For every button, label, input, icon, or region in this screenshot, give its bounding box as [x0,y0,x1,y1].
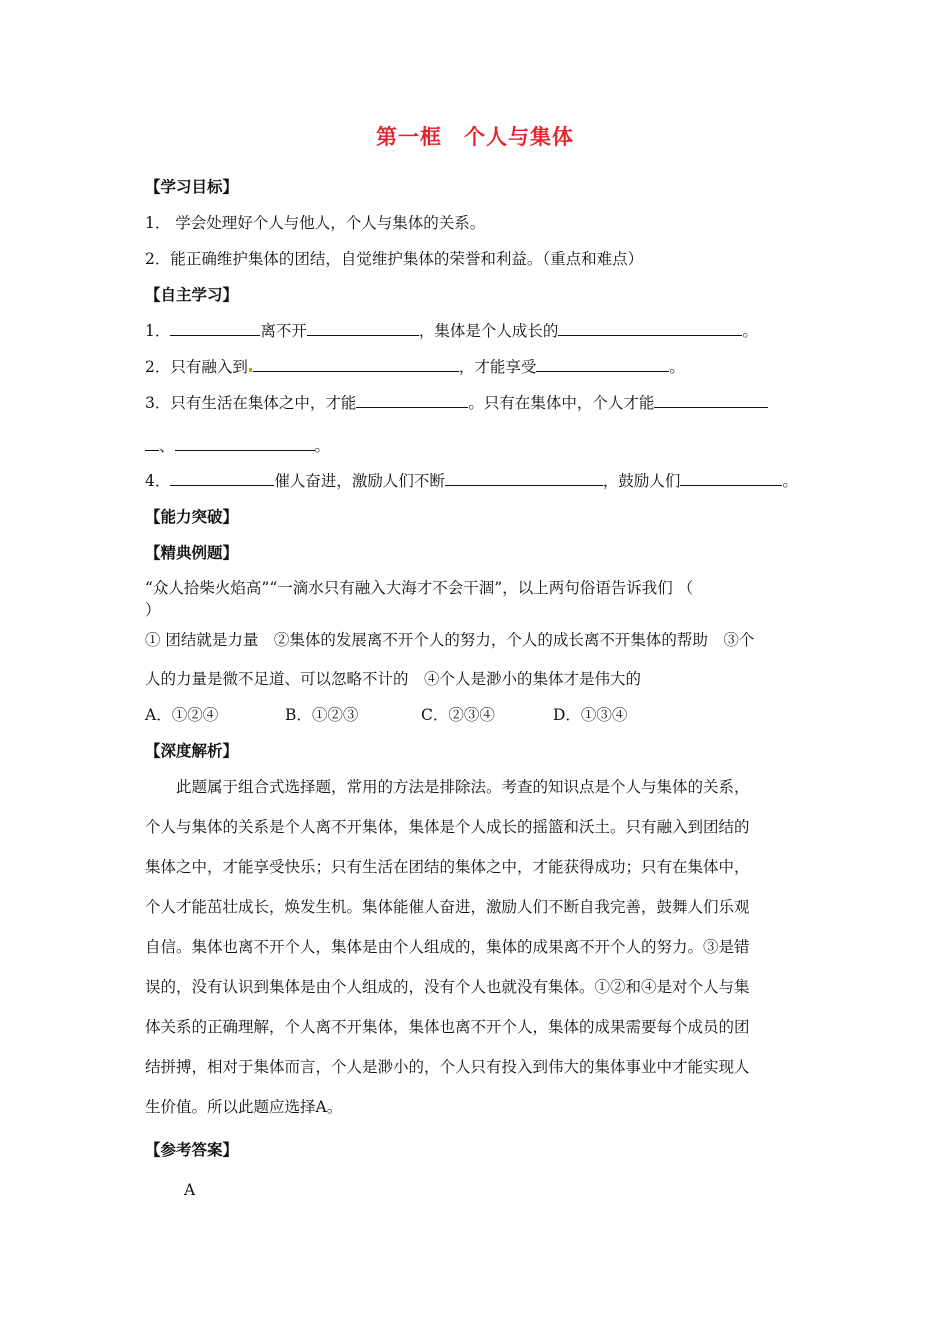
option-d: D．①③④ [553,706,628,724]
analysis-heading: 【深度解析】 [145,742,239,760]
option-c: C．②③④ [421,706,495,724]
answer-blank [253,357,459,372]
self-study-heading: 【自主学习】 [145,286,239,304]
answer-blank [558,321,742,336]
answer-blank [170,471,274,486]
analysis-line: 体关系的正确理解，个人离不开集体，集体也离不开个人，集体的成果需要每个成员的团 [145,1018,750,1036]
question-3-text-c: 、 [159,437,175,455]
answer-value: A [184,1181,196,1199]
answer-blank [680,471,782,486]
answer-blank [145,436,159,451]
question-1-text-c: 。 [742,322,758,340]
question-4-number: 4． [145,472,171,490]
question-2 [145,357,817,377]
example-stem-line-1: “众人拾柴火焰高”“一滴水只有融入大海才不会干涸”，以上两句俗语告诉我们 （ [145,579,694,597]
answer-blank [175,436,315,451]
question-1 [145,321,817,341]
question-2-text-a: 2．只有融入到 [145,358,248,376]
goal-1: 1． 学会处理好个人与他人，个人与集体的关系。 [145,214,486,232]
answer-blank [654,393,768,408]
question-3-text-b: 。只有在集体中，个人才能 [468,394,655,412]
question-1-text-a: 离不开 [260,322,307,340]
goals-heading: 【学习目标】 [145,178,239,196]
question-2-text-c: 。 [669,358,685,376]
question-2-text-b: ，才能享受 [458,358,537,376]
answer-blank [445,471,603,486]
example-stem-line-2: ） [145,601,161,619]
question-4-text-a: 催人奋进，激励人们不断 [274,472,445,490]
analysis-line: 误的，没有认识到集体是由个人组成的，没有个人也就没有集体。①②和④是对个人与集 [145,978,750,996]
option-a: A．①②④ [145,706,219,724]
option-b: B．①②③ [285,706,359,724]
question-3-text-a: 3．只有生活在集体之中，才能 [145,394,357,412]
highlight-mark [249,368,252,372]
analysis-line: 个人才能茁壮成长，焕发生机。集体能催人奋进，激励人们不断自我完善，鼓舞人们乐观 [145,898,750,916]
answer-heading: 【参考答案】 [145,1141,239,1159]
example-items-line-2: 人的力量是微不足道、可以忽略不计的 ④个人是渺小的集体才是伟大的 [145,670,642,688]
answer-blank [170,321,260,336]
question-3-text-d: 。 [314,437,331,455]
ability-heading: 【能力突破】 [145,508,239,526]
question-4-text-c: 。 [782,472,798,490]
page-title: 第一框 个人与集体 [376,125,574,149]
analysis-line: 此题属于组合式选择题，常用的方法是排除法。考查的知识点是个人与集体的关系， [176,778,750,796]
question-4-text-b: ，鼓励人们 [602,472,681,490]
analysis-line: 自信。集体也离不开个人，集体是由个人组成的，集体的成果离不开个人的努力。③是错 [145,938,750,956]
question-3-line-2 [145,436,817,456]
analysis-line: 集体之中，才能享受快乐；只有生活在团结的集体之中，才能获得成功；只有在集体中， [145,858,750,876]
analysis-line: 个人与集体的关系是个人离不开集体，集体是个人成长的摇篮和沃土。只有融入到团结的 [145,818,750,836]
answer-blank [356,393,468,408]
answer-blank [307,321,419,336]
question-1-number: 1． [145,322,171,340]
answer-blank [536,357,669,372]
goal-2: 2．能正确维护集体的团结，自觉维护集体的荣誉和利益。（重点和难点） [145,250,644,268]
question-3-line-1 [145,393,817,413]
question-1-text-b: ，集体是个人成长的 [418,322,559,340]
example-heading: 【精典例题】 [145,544,239,562]
question-4 [145,471,817,491]
analysis-line: 生价值。所以此题应选择A。 [145,1098,343,1116]
analysis-line: 结拼搏，相对于集体而言，个人是渺小的，个人只有投入到伟大的集体事业中才能实现人 [145,1058,750,1076]
example-items-line-1: ① 团结就是力量 ②集体的发展离不开个人的努力，个人的成长离不开集体的帮助 ③个 [145,631,755,649]
example-options [145,705,817,725]
